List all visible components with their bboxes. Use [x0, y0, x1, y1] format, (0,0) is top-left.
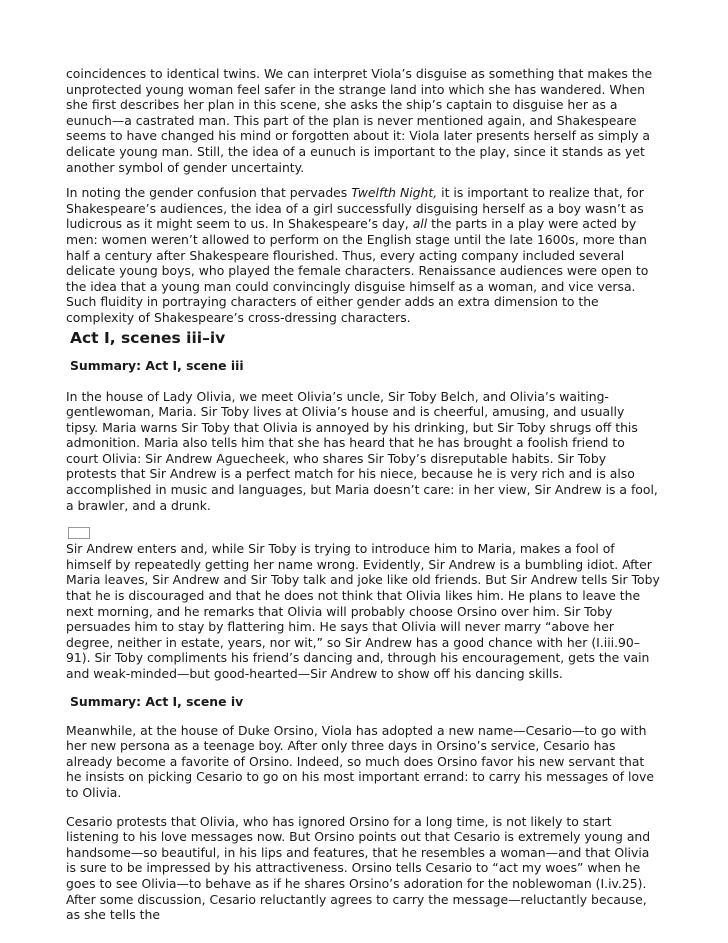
play-title: Twelfth Night, [351, 185, 438, 201]
section-heading-act: Act I, scenes iii–iv [70, 328, 226, 347]
paragraph-scene-iii-1: In the house of Lady Olivia, we meet Olivia’s uncle, Sir Toby Belch, and Olivia’s waiting-gentlewoman, Maria. Sir Toby lives at Olivia’s house and is cheerful, amusing, and usually tipsy. Maria warns Sir Toby that Olivia is annoyed by his drinking, but Sir Toby shrugs off this admonition. Maria also tells him that she has heard that he has brought a foolish friend to court Olivia: Sir Andrew Aguecheek, who shares Sir Toby’s disreputable habits. Sir Toby protests that Sir Andrew is a perfect match for his niece, because he is very rich and is also accomplished in music and languages, but Maria doesn’t care: in her view, Sir Andrew is a fool, a brawler, and a drunk. [66, 388, 658, 513]
summary-heading-scene-iv: Summary: Act I, scene iv [70, 693, 244, 709]
paragraph-scene-iv-2: Cesario protests that Olivia, who has ignored Orsino for a long time, is not likely to start listening to his love messages now. But Orsino points out that Cesario is extremely young and handsome—so beautiful, in his lips and features, that he resembles a woman—and that Olivia is sure to be impressed by his attractiveness. Orsino tells Cesario to “act my woes” when he goes to see Olivia—to behave as if he shares Orsino’s adoration for the noblewoman (I.iv.25). After some discussion, Cesario reluctantly agrees to carry the message—reluctantly because, as she tells the [66, 813, 651, 923]
summary-heading-scene-iii: Summary: Act I, scene iii [70, 357, 244, 373]
paragraph-eunuch: coincidences to identical twins. We can interpret Viola’s disguise as something that makes the unprotected young woman feel safer in the strange land into which she has wandered. When she first describes her plan in this scene, she asks the ship’s captain to disguise her as a eunuch—a castrated man. This part of the plan is never mentioned again, and Shakespeare seems to have changed his mind or forgotten about it: Viola later presents herself as simply a delicate young man. Still, the idea of a eunuch is important to the play, since it stands as yet another symbol of gender uncertainty. [66, 66, 653, 175]
broken-image-placeholder [68, 527, 90, 539]
paragraph-scene-iv-1: Meanwhile, at the house of Duke Orsino, Viola has adopted a new name—Cesario—to go with her new persona as a teenage boy. After only three days in Orsino’s service, Cesario has already become a favorite of Orsino. Indeed, so much does Orsino favor his new servant that he insists on picking Cesario to go on his most important errand: to carry his messages of love to Olivia. [66, 722, 655, 800]
paragraph-gender-confusion: In noting the gender confusion that pervades Twelfth Night, it is important to realize that, for Shakespeare’s audiences, the idea of a girl successfully disguising herself as a boy wasn’t as ludicrous as it might seem to us. In Shakespeare’s day, all the parts in a play were acted by men: women weren’t allowed to perform on the English stage until the late 1600s, more than half a century after Shakespeare flourished. Thus, every acting company included several delicate young boys, who played the female characters. Renaissance audiences were open to the idea that a young man could convincingly disguise himself as a woman, and vice versa. Such fluidity in portraying characters of either gender adds an extra dimension to the complexity of Shakespeare’s cross-dressing characters. [66, 185, 649, 325]
document-page [66, 66, 660, 923]
emphasis-all: all [412, 216, 428, 232]
paragraph-scene-iii-2: Sir Andrew enters and, while Sir Toby is trying to introduce him to Maria, makes a fool of himself by repeatedly getting her name wrong. Evidently, Sir Andrew is a bumbling idiot. After Maria leaves, Sir Andrew and Sir Toby talk and joke like old friends. But Sir Andrew tells Sir Toby that he is discouraged and that he does not think that Olivia likes him. He plans to leave the next morning, and he remarks that Olivia will probably choose Orsino over him. Sir Toby persuades him to stay by flattering him. He says that Olivia will never marry “above her degree, neither in estate, years, nor wit,” so Sir Andrew has a good chance with her (I.iii.90–91). Sir Toby compliments his friend’s dancing and, through his encouragement, gets the vain and weak-minded—but good-hearted—Sir Andrew to show off his dancing skills. [66, 541, 660, 681]
